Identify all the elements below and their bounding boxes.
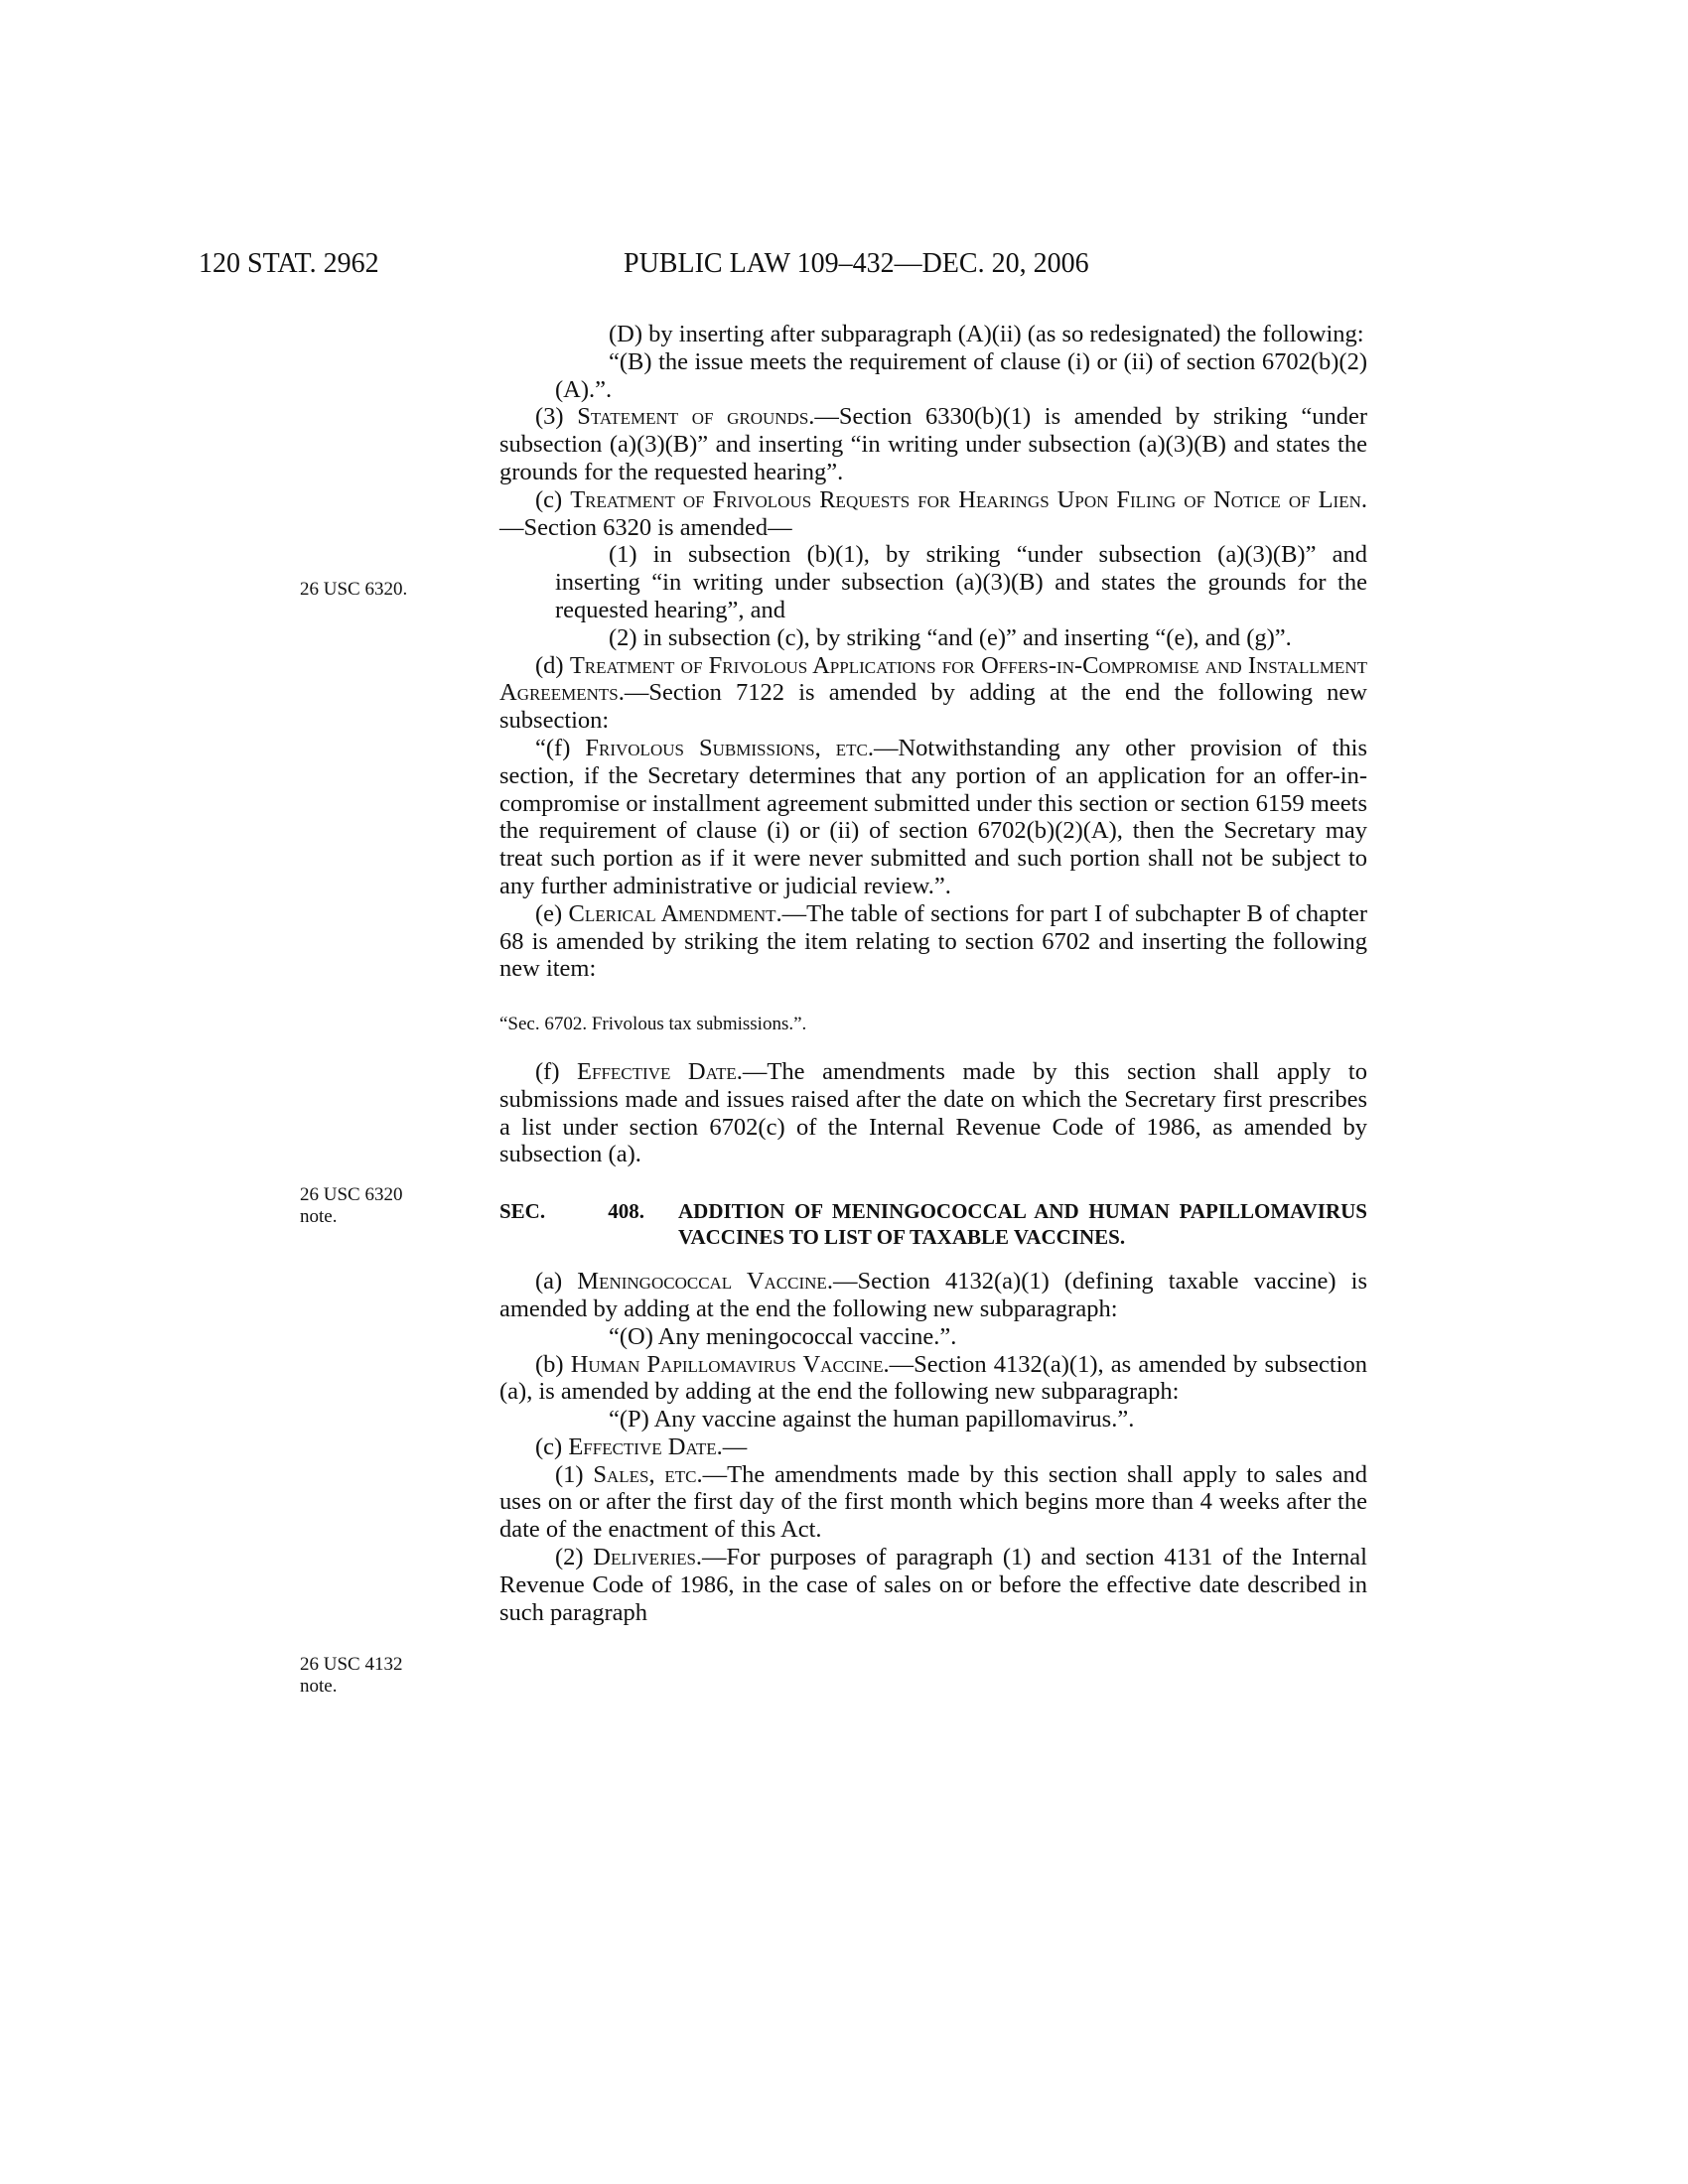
paragraph-number: (3) — [535, 403, 578, 431]
paragraph-d-frivolous-applications — [499, 652, 1367, 735]
paragraph-text: .—Section 4132(a)(1) (defining taxable vaccine) is amended by adding at the end the following new subparagraph: — [499, 1268, 1367, 1322]
paragraph-f-frivolous-submissions — [499, 735, 1367, 900]
public-law-heading: PUBLIC LAW 109–432—DEC. 20, 2006 — [624, 248, 1089, 279]
margin-note-text: 26 USC 6320. — [300, 579, 408, 600]
paragraph-c-frivolous-requests — [499, 486, 1367, 542]
paragraph-number: (a) — [535, 1268, 578, 1296]
paragraph-3-statement-of-grounds — [499, 403, 1367, 485]
margin-note-usc-6320-note — [300, 1184, 439, 1228]
paragraph-heading: Sales, etc. — [593, 1460, 703, 1488]
paragraph-b-issue: “(B) the issue meets the requirement of clause (i) or (ii) of section 6702(b)(2)(A).”. — [555, 347, 1367, 403]
margin-note-usc-4132-note — [300, 1654, 439, 1698]
margin-note-text: 26 USC 4132 — [300, 1654, 403, 1675]
section-number-value: 408. — [608, 1199, 644, 1224]
paragraph-heading: Statement of grounds — [577, 403, 809, 431]
paragraph-text: .—For purposes of paragraph (1) and section 4131 of the Internal Revenue Code of 1986, in the case of sales on or before the effective date described in such paragraph — [499, 1544, 1367, 1626]
paragraph-f-effective-date — [499, 1058, 1367, 1168]
paragraph-c-effective-date — [499, 1433, 1367, 1461]
paragraph-a-meningococcal — [499, 1268, 1367, 1323]
paragraph-number: “(f) — [535, 734, 586, 761]
paragraph-heading: Human Papillomavirus Vaccine — [570, 1350, 884, 1378]
paragraph-c2: (2) in subsection (c), by striking “and (e)” and inserting “(e), and (g)”. — [609, 623, 1292, 651]
paragraph-heading: Clerical Amendment — [568, 899, 776, 927]
paragraph-heading: Treatment of Frivolous Requests for Hearings Upon Filing of Notice of Lien — [570, 485, 1361, 513]
paragraph-text: —Notwithstanding any other provision of this section, if the Secretary determines that any portion of an application for an offer-in-compromise or installment agreement submitted under this section or section 6159 meets the requirement of clause (i) or (ii) of section 6702(b)(2)(A), then the Secretary may treat such portion as if it were never submitted and such portion shall not be subject to any further administrative or judicial review.”. — [499, 734, 1367, 899]
paragraph-p-item: “(P) Any vaccine against the human papillomavirus.”. — [609, 1406, 1135, 1433]
paragraph-number: (c) — [535, 485, 571, 513]
paragraph-number: (1) — [555, 1460, 594, 1488]
table-of-sections-item: “Sec. 6702. Frivolous tax submissions.”. — [499, 1014, 807, 1035]
paragraph-heading: Effective Date — [568, 1433, 717, 1460]
paragraph-1-sales — [499, 1461, 1367, 1544]
paragraph-text: .—Section 6330(b)(1) is amended by striking “under subsection (a)(3)(B)” and inserting “in writing under subsection (a)(3)(B) and states the grounds for the requested hearing”. — [499, 403, 1367, 485]
page-header — [0, 248, 1688, 288]
paragraph-heading: Meningococcal Vaccine — [577, 1268, 827, 1296]
paragraph-number: (d) — [535, 651, 570, 679]
paragraph-heading: Effective Date — [577, 1057, 737, 1085]
section-label: SEC. — [499, 1199, 546, 1224]
paragraph-number: (b) — [535, 1350, 571, 1378]
paragraph-number: (f) — [535, 1057, 578, 1085]
paragraph-2-deliveries — [499, 1544, 1367, 1626]
paragraph-o-item: “(O) Any meningococcal vaccine.”. — [609, 1322, 957, 1350]
paragraph-text: .—The amendments made by this section shall apply to submissions made and issues raised after the date on which the Secretary first prescribes a list under section 6702(c) of the Internal Revenue Code of 1986, as amended by subsection (a). — [499, 1057, 1367, 1168]
paragraph-number: (c) — [535, 1433, 569, 1460]
statute-citation: 120 STAT. 2962 — [199, 248, 379, 279]
paragraph-text: .—Section 6320 is amended— — [499, 485, 1367, 541]
section-number — [499, 1198, 678, 1250]
paragraph-e-clerical-amendment — [499, 900, 1367, 983]
margin-note-text: note. — [300, 1676, 338, 1697]
section-title: ADDITION OF MENINGOCOCCAL AND HUMAN PAPILLOMAVIRUS VACCINES TO LIST OF TAXABLE VACCINES. — [678, 1199, 1367, 1250]
paragraph-text: .—Section 4132(a)(1), as amended by subsection (a), is amended by adding at the end the following new subparagraph: — [499, 1350, 1367, 1406]
margin-note-text: 26 USC 6320 — [300, 1184, 403, 1205]
paragraph-heading: Frivolous Submissions, etc. — [585, 734, 874, 761]
paragraph-text: .— — [716, 1433, 748, 1460]
paragraph-text: .—Section 7122 is amended by adding at the end the following new subsection: — [499, 679, 1367, 735]
paragraph-text: —The amendments made by this section shall apply to sales and uses on or after the first day of the first month which begins more than 4 weeks after the date of the enactment of this Act. — [499, 1460, 1368, 1544]
paragraph-heading: Treatment of Frivolous Applications for Offers-in-Compromise and Installment Agreements — [499, 651, 1367, 707]
section-408-heading — [499, 1198, 1367, 1250]
margin-note-usc-6320 — [300, 579, 439, 601]
paragraph-number: (2) — [555, 1544, 594, 1571]
paragraph-d-insert: (D) by inserting after subparagraph (A)(ii) (as so redesignated) the following: — [609, 321, 1364, 347]
margin-note-text: note. — [300, 1206, 338, 1227]
paragraph-b-hpv — [499, 1351, 1367, 1407]
paragraph-text: .—The table of sections for part I of subchapter B of chapter 68 is amended by striking the item relating to section 6702 and inserting the following new item: — [499, 899, 1367, 983]
paragraph-number: (e) — [535, 899, 569, 927]
paragraph-c1: (1) in subsection (b)(1), by striking “under subsection (a)(3)(B)” and inserting “in writing under subsection (a)(3)(B) and states the grounds for the requested hearing”, and — [555, 541, 1367, 623]
document-body — [499, 321, 1367, 1626]
paragraph-heading: Deliveries — [593, 1544, 696, 1571]
